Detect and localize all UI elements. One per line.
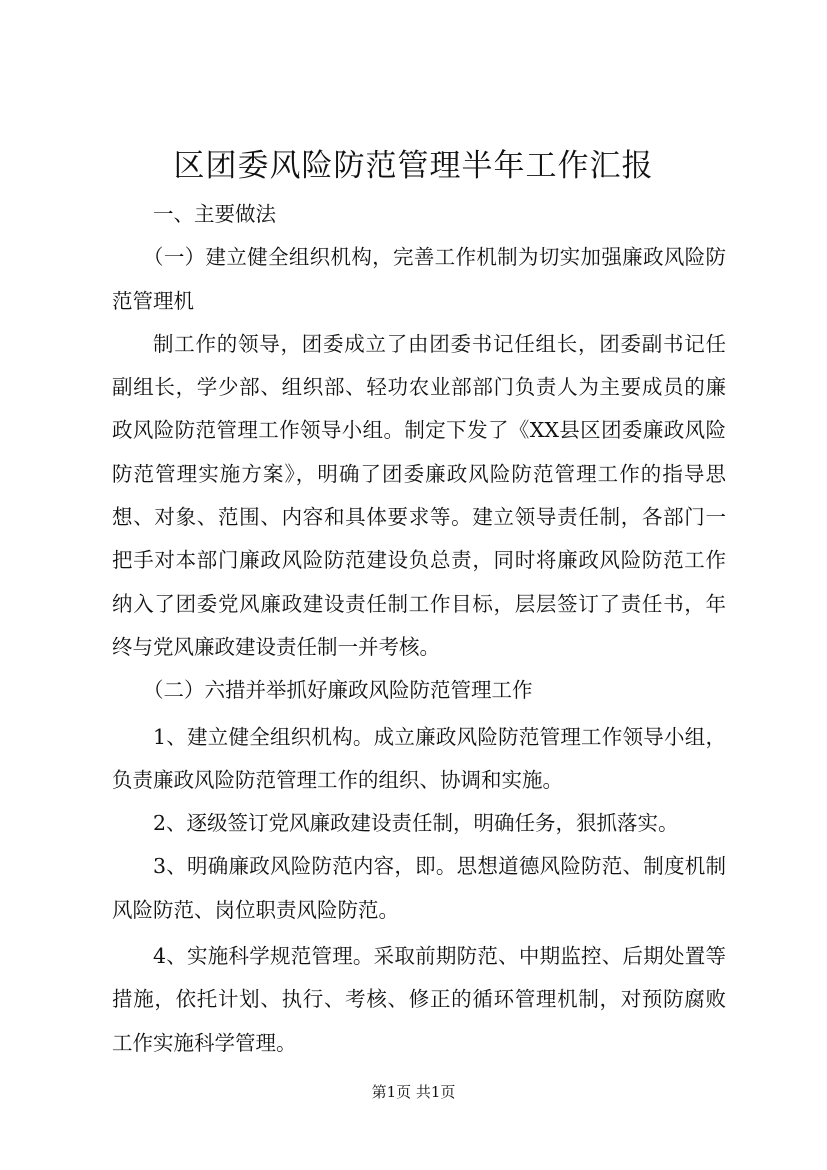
list-item-3: 3、明确廉政风险防范内容，即。思想道德风险防范、制度机制风险防范、岗位职责风险防范。 bbox=[112, 854, 726, 922]
document-body bbox=[112, 193, 726, 1065]
subsection-heading-2: （二）六措并举抓好廉政风险防范管理工作 bbox=[143, 678, 533, 703]
section-heading-main-practices: 一、主要做法 bbox=[153, 202, 276, 226]
list-item-2: 2、逐级签订党风廉政建设责任制，明确任务，狠抓落实。 bbox=[153, 811, 679, 836]
paragraph-leadership: 制工作的领导，团委成立了由团委书记任组长，团委副书记任副组长，学少部、组织部、轻功农业部部门负责人为主要成员的廉政风险防范管理工作领导小组。制定下发了《XX县区团委廉政风险防范管理实施方案》，明确了团委廉政风险防范管理工作的指导思想、对象、范围、内容和具体要求等。建立领导责任制，各部门一把手对本部门廉政风险防范建设负总责，同时将廉政风险防范工作纳入了团委党风廉政建设责任制工作目标，层层签订了责任书，年终与党风廉政建设责任制一并考核。 bbox=[112, 331, 726, 659]
document-title: 区团委风险防范管理半年工作汇报 bbox=[173, 148, 654, 184]
list-item-1: 1、建立健全组织机构。成立廉政风险防范管理工作领导小组，负责廉政风险防范管理工作的组织、协调和实施。 bbox=[112, 724, 726, 792]
subsection-heading-1: （一）建立健全组织机构，完善工作机制为切实加强廉政风险防范管理机 bbox=[112, 245, 726, 313]
list-item-4: 4、实施科学规范管理。采取前期防范、中期监控、后期处置等措施，依托计划、执行、考核、修正的循环管理机制，对预防腐败工作实施科学管理。 bbox=[112, 944, 726, 1055]
page-footer: 第1页 共1页 bbox=[371, 1083, 456, 1101]
